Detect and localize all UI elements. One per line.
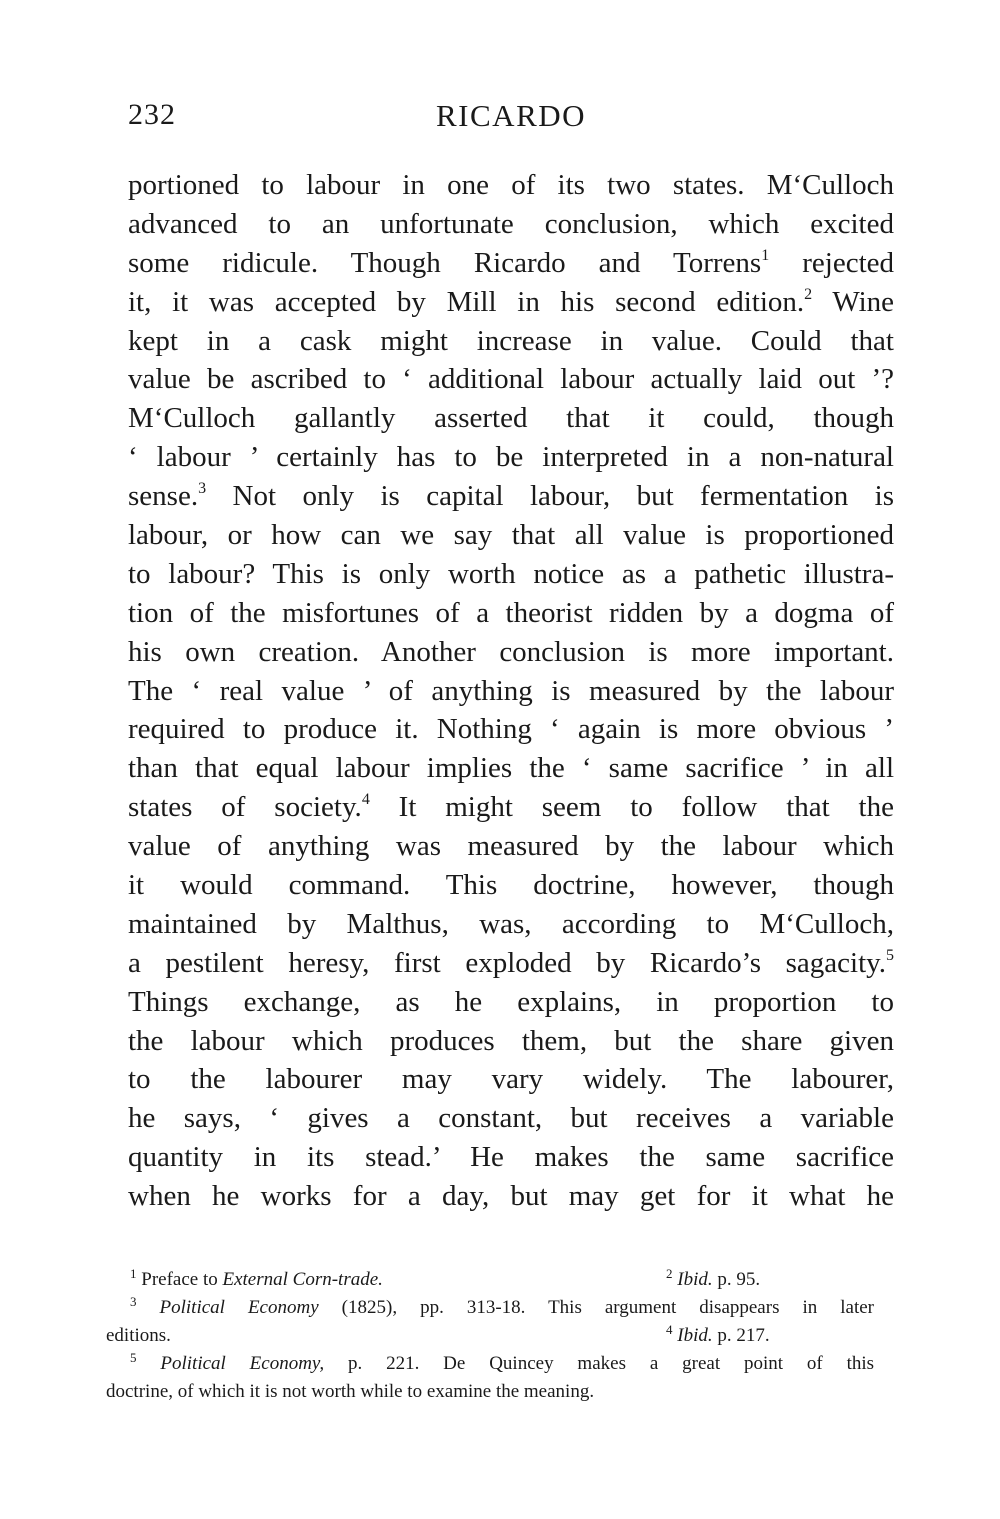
footnote-mark: 1 bbox=[130, 1266, 137, 1281]
text-line: Things exchange, as he explains, in proportion to bbox=[128, 985, 894, 1018]
footnote-3-continued: editions. $^4$ Ibid. p. 217. bbox=[106, 1322, 874, 1350]
text-line: advanced to an unfortunate conclusion, which excited bbox=[128, 207, 894, 240]
footnotes bbox=[106, 1266, 874, 1406]
footnote-mark: 3 bbox=[130, 1294, 137, 1309]
running-head: RICARDO bbox=[436, 98, 587, 133]
text-line: value be ascribed to ‘ additional labour actually laid out ’? bbox=[128, 363, 894, 396]
footnote-1: $^1$ Preface to External Corn-trade. $^2$ Ibid. p. 95. bbox=[106, 1266, 874, 1294]
body-text bbox=[128, 166, 894, 1216]
text-line: value of anything was measured by the labour which bbox=[128, 830, 894, 863]
text-line: it would command. This doctrine, however, though bbox=[128, 869, 894, 902]
text-line: portioned to labour in one of its two states. M‘Culloch bbox=[128, 169, 894, 201]
text-line: kept in a cask might increase in value. Could that bbox=[128, 324, 894, 357]
footnote-5-continued: doctrine, of which it is not worth while to examine the meaning. bbox=[106, 1381, 595, 1402]
text-line: labour, or how can we say that all value is proportioned bbox=[128, 519, 894, 552]
text-line: to the labourer may vary widely. The labourer, bbox=[128, 1063, 894, 1096]
text-line: he says, ‘ gives a constant, but receives a variable bbox=[128, 1102, 894, 1135]
text-line: maintained by Malthus, was, according to M‘Culloch, bbox=[128, 907, 894, 940]
text-line: the labour which produces them, but the share given bbox=[128, 1024, 894, 1057]
footnote-5: $^5$ Political Economy, p. 221. De Quincey makes a great point of this bbox=[130, 1350, 875, 1374]
text-line: quantity in its stead.’ He makes the same sacrifice bbox=[128, 1141, 894, 1174]
page-number: 232 bbox=[128, 98, 176, 131]
footnote-mark: 2 bbox=[666, 1266, 673, 1281]
text-line: required to produce it. Nothing ‘ again is more obvious ’ bbox=[128, 713, 894, 746]
footnote-marker[interactable]: 5 bbox=[886, 946, 894, 964]
page-header bbox=[128, 98, 894, 142]
footnote-marker[interactable]: 2 bbox=[804, 285, 813, 303]
footnote-2: $^2$ Ibid. p. 95. bbox=[666, 1266, 761, 1290]
footnote-marker[interactable]: 4 bbox=[361, 791, 370, 809]
text-line: when he works for a day, but may get for it what he bbox=[128, 1180, 894, 1213]
footnote-marker[interactable]: 3 bbox=[198, 480, 207, 498]
footnote-marker[interactable]: 1 bbox=[761, 246, 770, 264]
text-line: it, it was accepted by Mill in his second edition.$^2$ Wine bbox=[128, 285, 894, 318]
text-line: ‘ labour ’ certainly has to be interpreted in a non-natural bbox=[128, 441, 894, 474]
text-line: M‘Culloch gallantly asserted that it could, though bbox=[128, 402, 894, 435]
text-line: tion of the misfortunes of a theorist ridden by a dogma of bbox=[128, 596, 894, 629]
footnote-3: $^3$ Political Economy (1825), pp. 313-18. This argument disappears in later bbox=[130, 1294, 875, 1318]
text-line: a pestilent heresy, first exploded by Ricardo’s sagacity.$^5$ bbox=[128, 946, 894, 979]
text-line: states of society.$^4$ It might seem to follow that the bbox=[128, 791, 894, 824]
text-line: his own creation. Another conclusion is more important. bbox=[128, 635, 894, 668]
footnote-mark: 5 bbox=[130, 1350, 137, 1365]
text-line: some ridicule. Though Ricardo and Torrens$^1$ rejected bbox=[128, 246, 894, 279]
text-line: to labour? This is only worth notice as a pathetic illustra- bbox=[128, 557, 894, 590]
footnote-4: $^4$ Ibid. p. 217. bbox=[666, 1322, 770, 1346]
text-line: than that equal labour implies the ‘ same sacrifice ’ in all bbox=[128, 752, 894, 785]
text-line: The ‘ real value ’ of anything is measured by the labour bbox=[128, 674, 894, 707]
text-line: sense.$^3$ Not only is capital labour, but fermentation is bbox=[128, 480, 894, 513]
footnote-mark: 4 bbox=[666, 1322, 673, 1337]
